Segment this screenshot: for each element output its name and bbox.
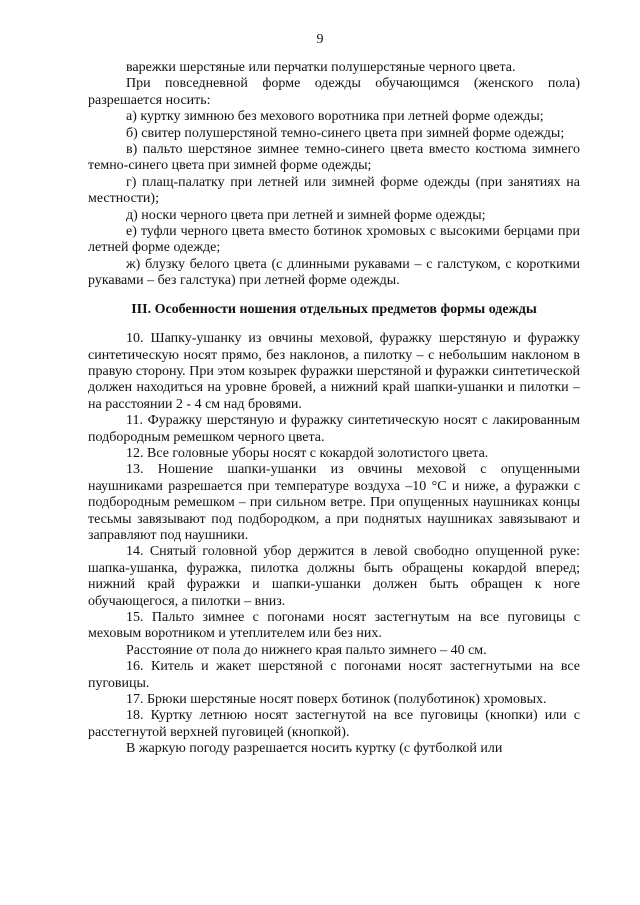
paragraph-mittens: варежки шерстяные или перчатки полушерстяные черного цвета. xyxy=(126,60,516,75)
clause-15: 15. Пальто зимнее с погонами носят застегнутым на все пуговицы с меховым воротником и утеплителем или без них. xyxy=(88,610,580,642)
clause-14: 14. Снятый головной убор держится в левой свободно опущенной руке: шапка-ушанка, фуражка, пилотка должны быть обращены кокардой вперед; нижний край фуражки и шапки-ушанки должен быть обращен к ноге обучающегося, а пилотки – вниз. xyxy=(88,544,580,609)
list-item-zh: ж) блузку белого цвета (с длинными рукавами – с галстуком, с короткими рукавами – без галстука) при летней форме одежды. xyxy=(88,256,580,289)
page-number: 9 xyxy=(316,32,324,47)
clause-17: 17. Брюки шерстяные носят поверх ботинок (полуботинок) хромовых. xyxy=(126,692,547,708)
clause-15-distance: Расстояние от пола до нижнего края пальто зимнего – 40 см. xyxy=(126,642,487,658)
list-item-g: г) плащ-палатку при летней или зимней форме одежды (при занятиях на местности); xyxy=(88,174,580,207)
list-item-d: д) носки черного цвета при летней и зимней форме одежды; xyxy=(126,207,486,223)
list-item-b: б) свитер полушерстяной темно-синего цвета при зимней форме одежды; xyxy=(126,125,565,141)
section-heading: III. Особенности ношения отдельных предметов формы одежды xyxy=(131,301,537,317)
clause-18-hot-weather: В жаркую погоду разрешается носить куртку (с футболкой или xyxy=(126,741,503,757)
clause-13: 13. Ношение шапки-ушанки из овчины меховой с опущенными наушниками разрешается при температуре воздуха –10 °С и ниже, а фуражки с подбородным ремешком – при сильном ветре. При опущенных наушниках концы тесьмы завязывают под подбородком, а при поднятых наушниках завязывают и заправляют под наушники. xyxy=(88,462,580,543)
clause-16: 16. Китель и жакет шерстяной с погонами носят застегнутыми на все пуговицы. xyxy=(88,659,580,691)
clause-18: 18. Куртку летнюю носят застегнутой на все пуговицы (кнопки) или с расстегнутой верхней пуговицей (кнопкой). xyxy=(88,708,580,740)
list-item-e: е) туфли черного цвета вместо ботинок хромовых с высокими берцами при летней форме одежде; xyxy=(88,224,580,256)
clause-11: 11. Фуражку шерстяную и фуражку синтетическую носят с лакированным подбородным ремешком черного цвета. xyxy=(88,413,580,445)
list-item-a: а) куртку зимнюю без мехового воротника при летней форме одежды; xyxy=(126,109,544,125)
clause-10: 10. Шапку-ушанку из овчины меховой, фуражку шерстяную и фуражку синтетическую носят прямо, без наклонов, а пилотку – с небольшим наклоном в правую сторону. При этом козырек фуражки шерстяной и фуражки синтетической должен находиться на уровне бровей, а нижний край шапки-ушанки и пилотки – на расстоянии 2 - 4 см над бровями. xyxy=(88,331,580,412)
list-item-v: в) пальто шерстяное зимнее темно-синего цвета вместо костюма зимнего темно-синего цвета при зимней форме одежды; xyxy=(88,142,580,174)
clause-12: 12. Все головные уборы носят с кокардой золотистого цвета. xyxy=(126,445,489,461)
paragraph-female-intro: При повседневной форме одежды обучающимся (женского пола) разрешается носить: xyxy=(88,76,580,108)
document-body xyxy=(88,60,580,758)
